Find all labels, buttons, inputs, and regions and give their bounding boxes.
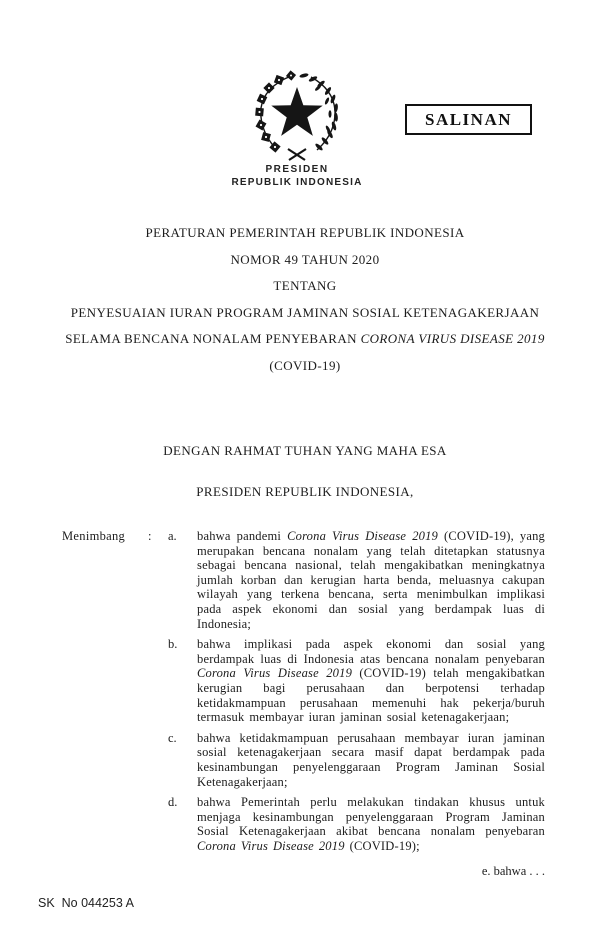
salinan-stamp-label: SALINAN	[424, 109, 513, 129]
item-letter: d.	[168, 795, 178, 810]
letterhead-republik-indonesia: REPUBLIK INDONESIA	[231, 177, 363, 188]
regulation-subject-line2: SELAMA BENCANA NONALAM PENYEBARAN CORONA VIRUS DISEASE 2019	[65, 331, 545, 346]
letterhead	[147, 164, 447, 189]
menimbang-label: Menimbang	[62, 529, 126, 543]
consideration-items	[168, 529, 545, 853]
item-letter: c.	[168, 730, 177, 745]
item-letter: b.	[168, 637, 178, 652]
letterhead-presiden: PRESIDEN	[265, 164, 329, 175]
consideration-item-b	[168, 637, 545, 725]
motto-line: DENGAN RAHMAT TUHAN YANG MAHA ESA	[163, 443, 447, 458]
considerations-section	[62, 529, 545, 859]
salinan-stamp	[405, 104, 532, 135]
presidential-star-wreath-emblem	[249, 70, 345, 164]
catchword-next-page: e. bahwa . . .	[481, 864, 545, 878]
title-block	[0, 226, 610, 385]
consideration-item-d	[168, 795, 545, 853]
regulation-title-line1: PERATURAN PEMERINTAH REPUBLIK INDONESIA	[145, 225, 465, 240]
regulation-subject-line1: PENYESUAIAN IURAN PROGRAM JAMINAN SOSIAL KETENAGAKERJAAN	[70, 304, 540, 320]
star-icon	[271, 87, 322, 136]
consideration-item-a	[168, 529, 545, 631]
opening-line: PRESIDEN REPUBLIK INDONESIA,	[196, 484, 414, 499]
item-letter: a.	[168, 529, 177, 543]
item-text: bahwa ketidakmampuan perusahaan membayar iuran jaminan sosial ketenagakerjaan secara masif dapat berdampak pada kesinambungan penyelenggaraan Program Jaminan Sosial Ketenagakerjaan;	[197, 730, 545, 789]
sk-number: SK No 044253 A	[38, 896, 134, 910]
item-text: bahwa implikasi pada aspek ekonomi dan sosial yang berdampak luas di Indonesia atas bencana nonalam penyebaran Corona Virus Disease 2019 (COVID-19) telah mengakibatkan kerugian bagi perusahaan dan berpotensi terhadap ketidakmampuan perusahaan memenuhi hak pekerja/buruh termasuk membayar iuran jaminan sosial ketenagakerjaan;	[197, 637, 545, 725]
menimbang-colon: :	[148, 529, 152, 543]
item-text: bahwa Pemerintah perlu melakukan tindakan khusus untuk menjaga kesinambungan penyelenggaraan Program Jaminan Sosial Ketenagakerjaan akibat bencana nonalam penyebaran Corona Virus Disease 2019 (COVID-19);	[197, 795, 545, 853]
crossed-stems-icon	[288, 149, 306, 160]
consideration-item-c	[168, 731, 545, 789]
regulation-number: NOMOR 49 TAHUN 2020	[230, 251, 380, 267]
item-text: bahwa pandemi Corona Virus Disease 2019 (COVID-19), yang merupakan bencana nonalam yang telah ditetapkan statusnya sebagai bencana nasional, telah mengakibatkan meningkatnya jumlah korban dan kerugian harta benda, meluasnya cakupan wilayah yang terkena bencana, serta menimbulkan implikasi pada aspek ekonomi dan sosial yang berdampak luas di Indonesia;	[197, 529, 546, 631]
tentang-label: TENTANG	[273, 278, 337, 293]
regulation-subject-line3: (COVID-19)	[269, 357, 341, 373]
